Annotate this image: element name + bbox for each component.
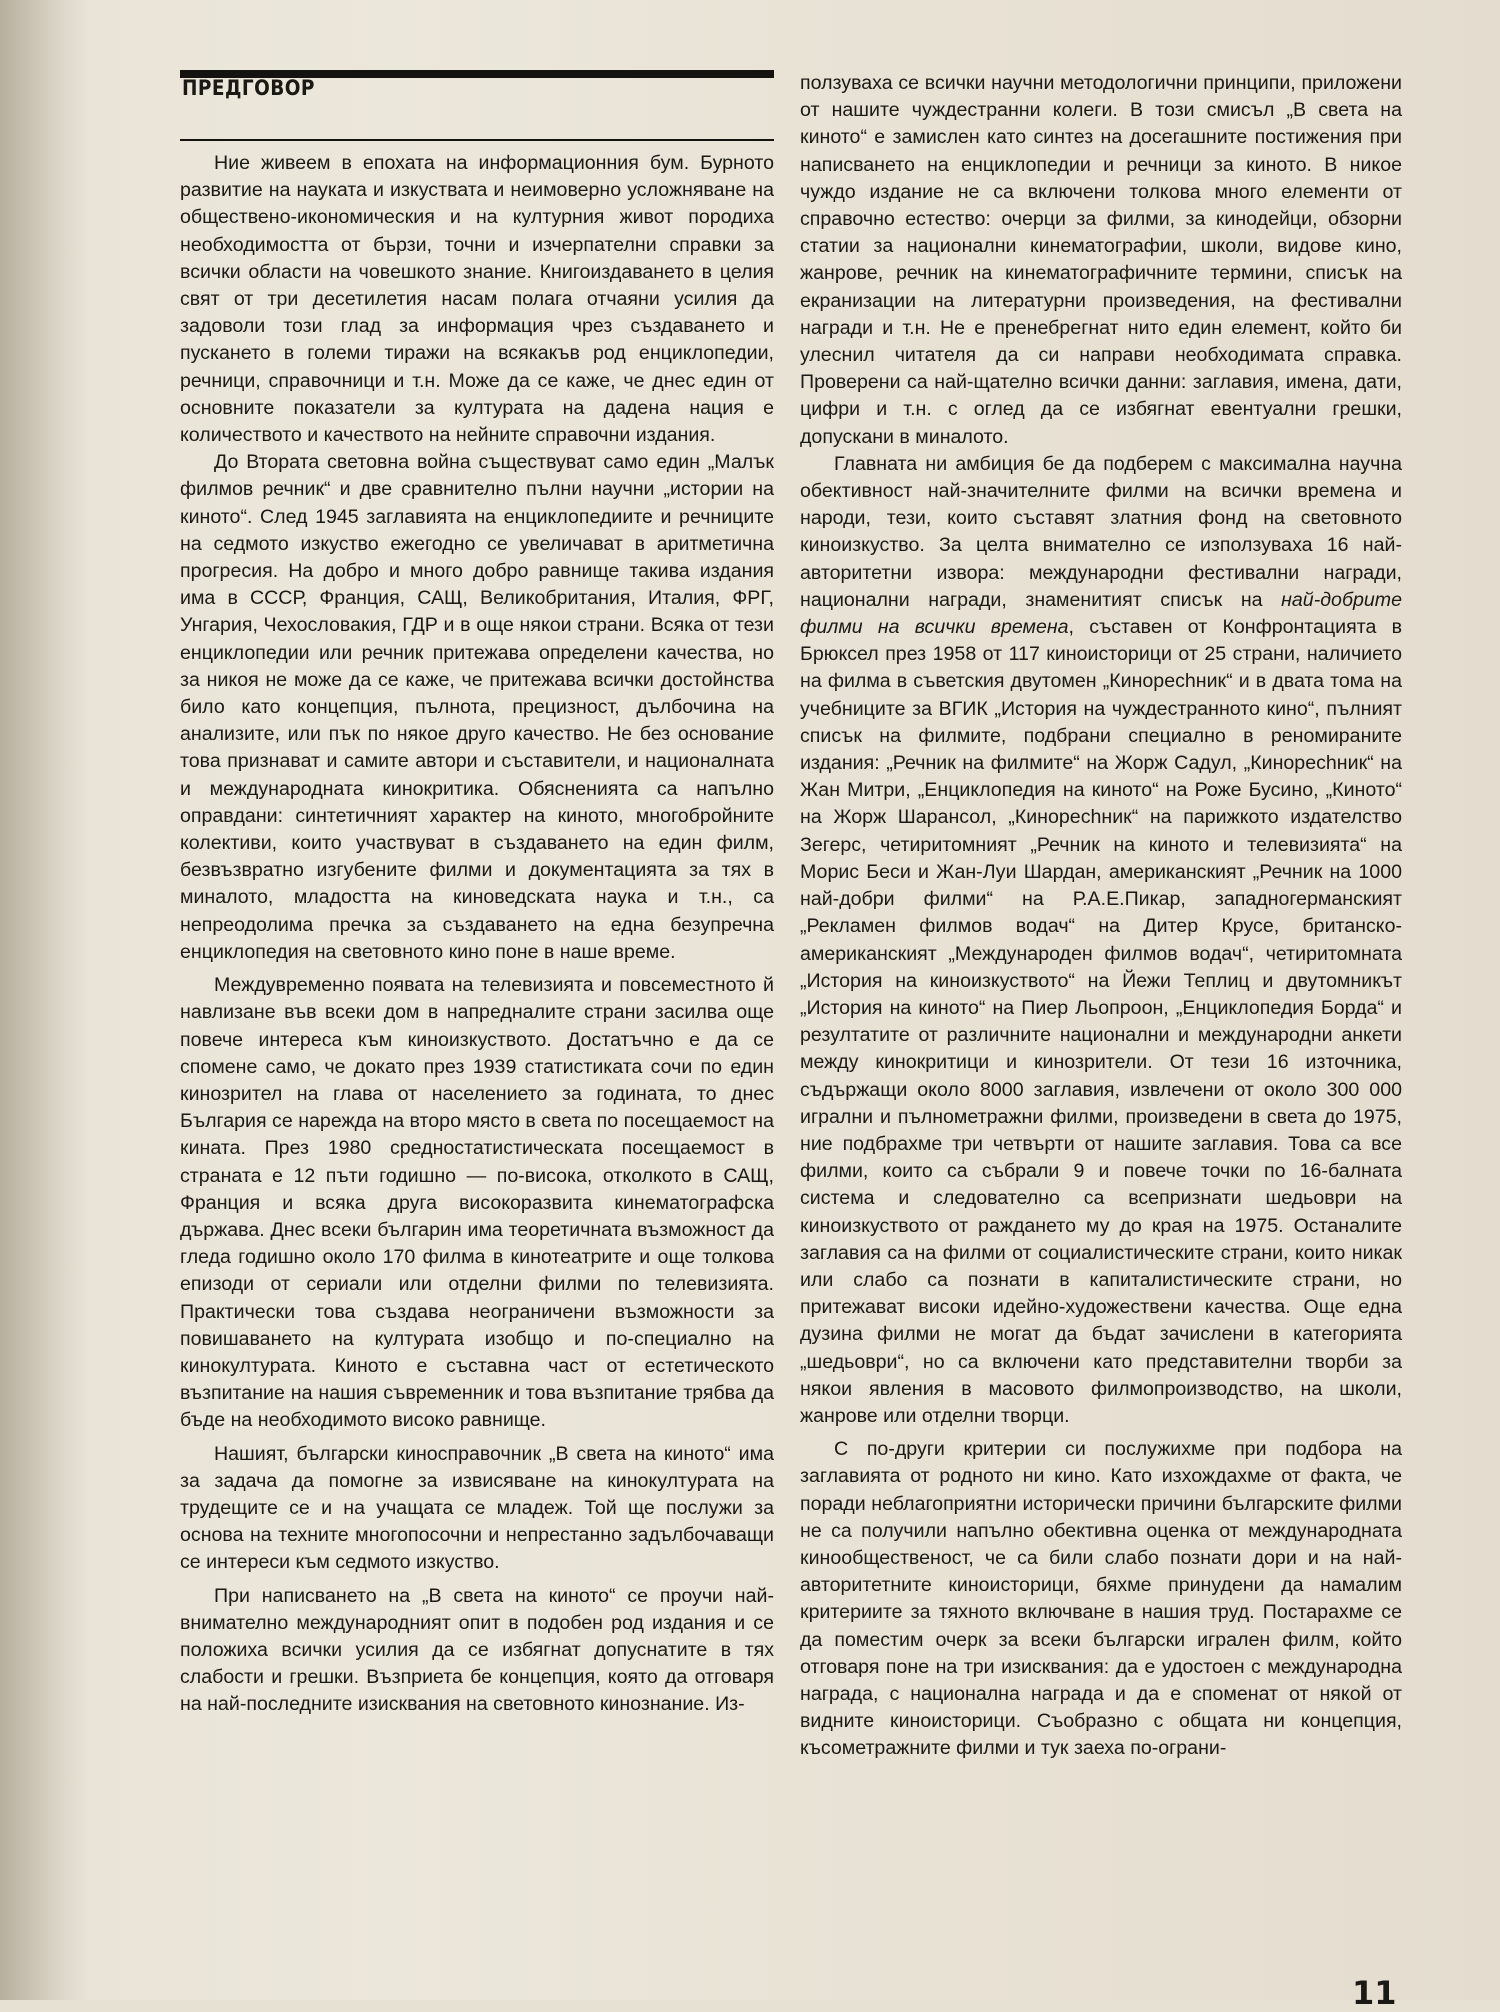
paragraph: С по-други критерии си послужихме при подбора на заглавията от родното ни кино. Като изхождахме от факта, че поради неблагоприятни исторически причини българските филми не са получили напълно обективна оценка от международната кинообщественост, че са били слабо познати дори и на най-авторитетните киноисторици, бяхме принудени да намалим критериите за тяхното включване в нашия труд. Постарахме се да поместим очерк за всеки български игрален филм, който отговаря поне на три изисквания: да е удостоен с международна награда, с национална награда и да е споменат от някой от видните киноисторици. Съобразно с общата ни концепция, късометражните филми и тук заеха по-ограни- [800,1438,1402,1760]
paragraph: До Втората световна война съществуват само един „Малък филмов речник“ и две сравнително пълни научни „истории на киното“. След 1945 заглавията на енциклопедиите и речниците на седмото изкуство ежегодно се увеличават в аритметична прогресия. На добро и много добро равнище такива издания има в СССР, Франция, САЩ, Великобритания, Италия, ФРГ, Унгария, Чехословакия, ГДР и в още някои страни. Всяка от тези енциклопедии или речник притежава определени качества, но за никоя не може да се каже, че притежава всички достойнства било като концепция, пълнота, прецизност, дълбочина на анализите, или пък по някое друго качество. Не без основание това признават и самите автори и съставители, и националната и международната кинокритика. Обясненията са напълно оправдани: синтетичният характер на киното, многобройните колективи, които участвуват в създаването на един филм, безвъзвратно изгубените филми и документацията за тях в миналото, младостта на киноведската наука и т.н., са непреодолима пречка за създаването на една безупречна енциклопедия на световното кино поне в наше време. [180,451,774,963]
paragraph [800,451,1402,1430]
right-column [800,70,1402,1763]
heading-bottom-rule [180,139,774,141]
paragraph: При написването на „В света на киното“ се проучи най-внимателно международният опит в подобен род издания и се положиха всички усилия да се избягнат допуснатите в тях слабости и грешки. Възприета бе концепция, която да отговаря на най-последните изисквания на световното кинознание. Из- [180,1584,774,1716]
page-heading: ПРЕДГОВОР [182,76,315,100]
paragraph: Ние живеем в епохата на информационния бум. Бурното развитие на науката и изкуствата и неимоверно усложняване на обществено-икономическия и на културния живот породиха необходимостта от бързи, точни и изчерпателни справки за всички области на човешкото знание. Книгоиздаването в целия свят от три десетилетия насам полага отчаяни усилия да задоволи този глад за информация чрез създаването и пускането в големи тиражи на всякакъв род енциклопедии, речници, справочници и т.н. Може да се каже, че днес един от основните показатели за културата на дадена нация е количеството и качеството на нейните справочни издания. [180,152,774,447]
paragraph: ползуваха се всички научни методологични принципи, приложени от нашите чуждестранни колеги. В този смисъл „В света на киното“ е замислен като синтез на досегашните постижения при написването на енциклопедии и речници за киното. В никое чуждо издание не са включени толкова много елементи от справочно естество: очерци за филми, за кинодейци, обзорни статии за национални кинематографии, школи, видове кино, жанрове, речник на кинематографичните термини, списък на екранизации на литературни произведения, на фестивални награди и т.н. Не е пренебрегнат нито един елемент, който би улеснил читателя да си направи необходимата справка. Проверени са най-щателно всички данни: заглавия, имена, дати, цифри и т.н. с оглед да се избягнат евентуални грешки, допускани в миналото. [800,72,1402,448]
paragraph: Нашият, български киносправочник „В света на киното“ има за задача да помогне за извисяване на кинокултурата на трудещите се и на учащата се младеж. Той ще послужи за основа на техните многопосочни и непрестанно задълбочаващи се интереси към седмото изкуство. [180,1442,774,1574]
paragraph-text: , съставен от Конфронтацията в Брюксел през 1958 от 117 киноисторици от 25 страни, наличието на филма в съветския двутомен „Кинорechник“ и в двата тома на учебниците за ВГИК „История на чуждестранното кино“, пълният списък на филмите, подбрани специално в реномираните издания: „Речник на филмите“ на Жорж Садул, „Кинореchник“ на Жан Митри, „Енциклопедия на киното“ на Роже Бусино, „Киното“ на Жорж Шарансол, „Кинореchник“ на парижкото издателство Зегерс, четиритомният „Речник на киното и телевизията“ на Морис Беси и Жан-Луи Шардан, американският „Речник на 1000 най-добри филми“ на Р.А.Е.Пикар, западногерманският „Рекламен филмов водач“ на Дитер Крусе, британско-американският „Международен филмов водач“, четиритомната „История на киноизкуството“ на Йежи Теплиц и двутомникът „История на киното“ на Пиер Льопроон, „Енциклопедия Борда“ и резултатите от различните национални и международни анкети между кинокритици и кинозрители. От тези 16 източника, съдържащи около 8000 заглавия, извлечени от около 300 000 игрални и пълнометражни филми, произведени в света до 1975, ние подбрахме три четвърти от нашите заглавия. Това са все филми, които са събрали 9 и повече точки по 16-балната система и следователно са всепризнати шедьоври на киноизкуството от раждането му до края на 1975. Останалите заглавия са на филми от социалистическите страни, които никак или слабо са познати в капиталистическите страни, но притежават високи идейно-художествени качества. Още една дузина филми не могат да бъдат зачислени в категорията „шедьоври“, но са включени като представителни творби за някои явления в масовото филмопроизводство, на школи, жанрове или отделни творци. [800,616,1403,1427]
page-number: 11 [1352,1974,1397,2012]
paragraph-text: Главната ни амбиция бе да подберем с максимална научна обективност най-значителните филми на всички времена и народи, тези, които съставят златния фонд на световното киноизкуство. За целта внимателно се използуваха 16 най-авторитетни извора: международни фестивални награди, национални награди, знаменитият списък на [800,452,1402,611]
paragraph: Междувременно появата на телевизията и повсеместното й навлизане във всеки дом в напредналите страни засилва още повече интереса към киноизкуството. Достатъчно е да се спомене само, че докато през 1939 статистиката сочи по един кинозрител на глава от населението за годината, то днес България се нарежда на второ място в света по посещаемост на кината. През 1980 средностатистическата посещаемост в страната е 12 пъти годишно — по-висока, отколкото в САЩ, Франция и всяка друга високоразвита кинематографска държава. Днес всеки българин има теоретичната възможност да гледа годишно около 170 филма в кинотеатрите и още толкова епизоди от сериали или отделни филми по телевизията. Практически това създава неограничени възможности за повишаването на културата изобщо и по-специално на кинокултурата. Киното е съставна част от естетическото възпитание на нашия съвременник и това възпитание трябва да бъде на необходимото високо равнище. [180,974,774,1432]
binding-shadow [0,0,90,2000]
emphasized-text: най-добрите филми на всички времена [800,588,1402,639]
